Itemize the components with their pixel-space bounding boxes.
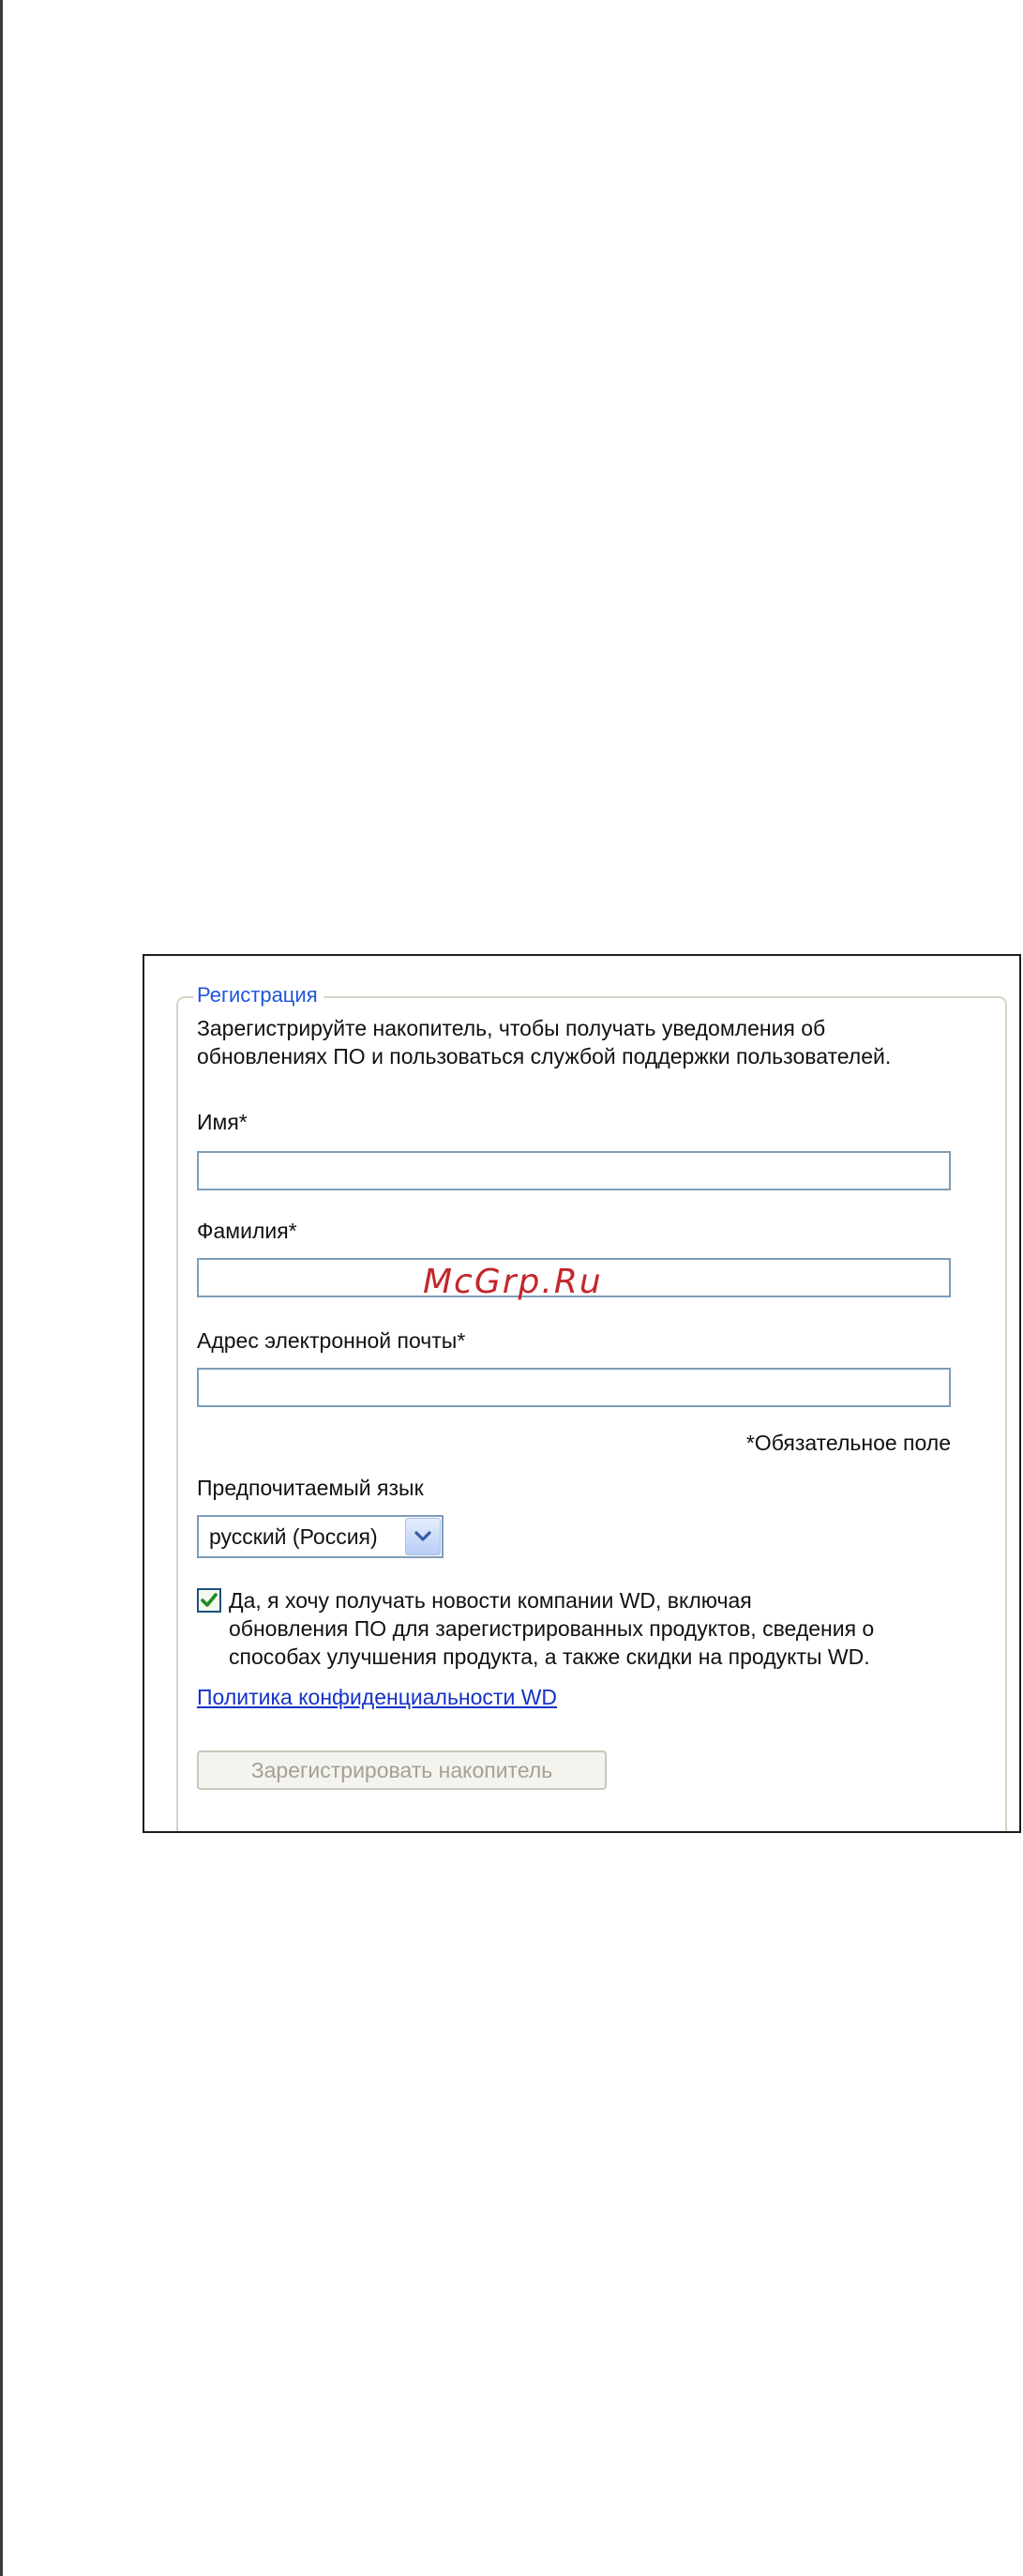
chevron-down-icon[interactable] bbox=[405, 1518, 441, 1555]
registration-screenshot bbox=[143, 954, 1021, 1833]
newsletter-checkbox[interactable] bbox=[197, 1588, 221, 1613]
language-select-value: русский (Россия) bbox=[209, 1524, 378, 1549]
email-label: Адрес электронной почты* bbox=[197, 1328, 466, 1353]
first-name-label: Имя* bbox=[197, 1110, 248, 1134]
register-drive-button[interactable]: Зарегистрировать накопитель bbox=[197, 1750, 607, 1790]
intro-text-line-1: Зарегистрируйте накопитель, чтобы получать уведомления об bbox=[197, 1016, 826, 1040]
watermark: McGrp.Ru bbox=[423, 1263, 603, 1301]
language-label: Предпочитаемый язык bbox=[197, 1476, 424, 1500]
registration-legend: Регистрация bbox=[193, 983, 323, 1008]
language-select[interactable] bbox=[197, 1515, 444, 1558]
checkmark-icon bbox=[199, 1590, 219, 1611]
required-field-note: *Обязательное поле bbox=[745, 1431, 951, 1455]
email-field[interactable] bbox=[197, 1368, 951, 1407]
page-left-border bbox=[0, 0, 3, 2576]
first-name-field[interactable] bbox=[197, 1151, 951, 1190]
newsletter-text-line-1: Да, я хочу получать новости компании WD, включая bbox=[229, 1588, 752, 1613]
intro-text-line-2: обновлениях ПО и пользоваться службой поддержки пользователей. bbox=[197, 1044, 892, 1068]
newsletter-text-line-3: способах улучшения продукта, а также скидки на продукты WD. bbox=[229, 1644, 870, 1669]
chevron-down-glyph bbox=[406, 1519, 440, 1554]
last-name-label: Фамилия* bbox=[197, 1219, 297, 1243]
privacy-policy-link[interactable]: Политика конфиденциальности WD bbox=[197, 1685, 558, 1709]
newsletter-text-line-2: обновления ПО для зарегистрированных продуктов, сведения о bbox=[229, 1616, 875, 1641]
